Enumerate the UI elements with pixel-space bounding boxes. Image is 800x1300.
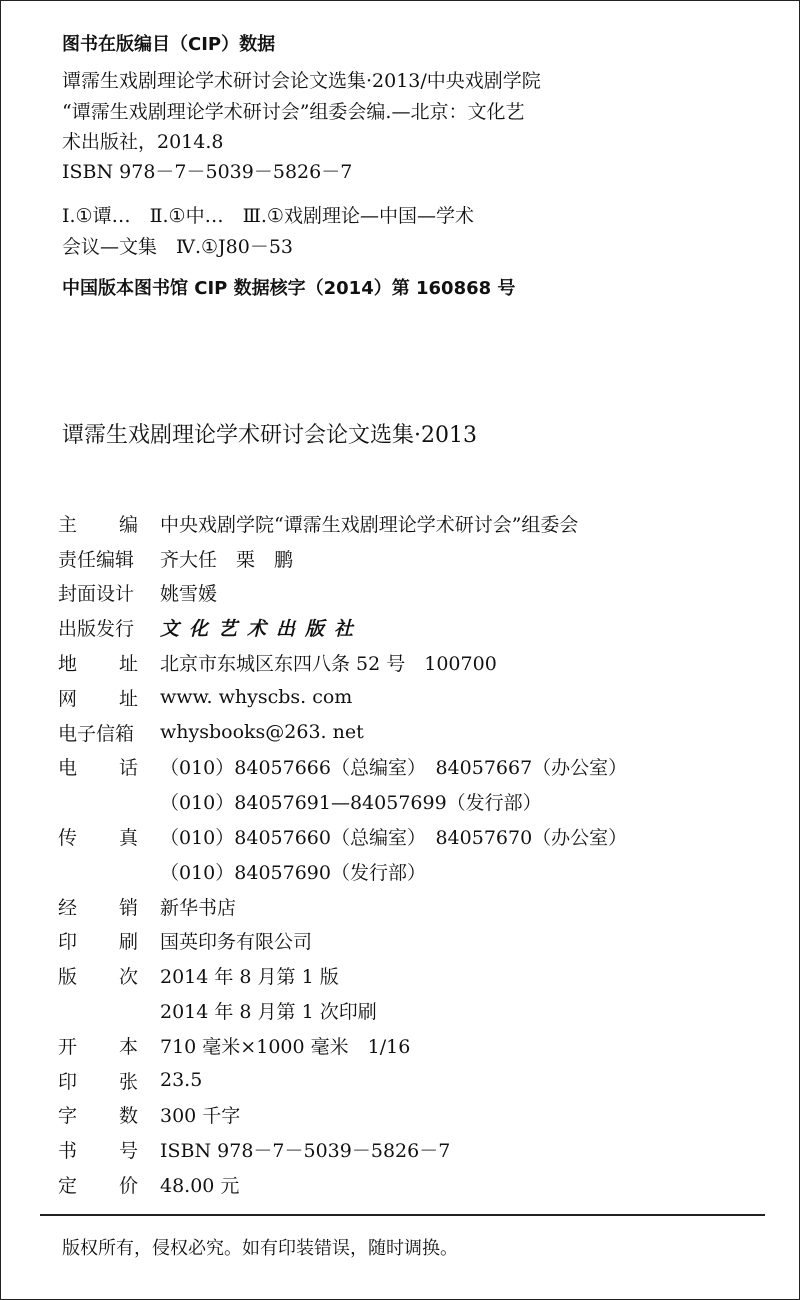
info-label-text: 责任编辑	[58, 548, 135, 571]
info-label-text: 主	[58, 513, 78, 536]
info-label-text: 张	[118, 1070, 138, 1093]
info-value: 齐大任 栗 鹏	[160, 548, 294, 571]
info-label	[58, 579, 138, 606]
info-label-text: 网	[58, 687, 78, 710]
info-row	[58, 1028, 758, 1063]
info-label-text: 编	[118, 513, 138, 536]
info-label	[58, 1032, 138, 1059]
info-value: 国英印务有限公司	[160, 931, 313, 954]
cip-line: 谭霈生戏剧理论学术研讨会论文选集·2013/中央戏剧学院	[62, 70, 541, 92]
info-row	[58, 680, 758, 715]
info-label	[58, 649, 138, 676]
info-value: 新华书店	[160, 896, 237, 919]
info-row	[58, 1167, 758, 1202]
info-row	[58, 1098, 758, 1133]
info-row	[58, 819, 758, 854]
info-value: 300 千字	[160, 1105, 241, 1128]
info-label-text: 电子信箱	[58, 722, 135, 745]
info-value: 23.5	[160, 1069, 203, 1092]
info-value: 2014 年 8 月第 1 版	[160, 966, 339, 989]
info-row	[58, 506, 758, 541]
info-value: 北京市东城区东四八条 52 号 100700	[160, 653, 497, 676]
info-value: 文化艺术出版社	[160, 618, 364, 641]
copyright-notice: 版权所有，侵权必究。如有印装错误，随时调换。	[62, 1238, 458, 1259]
info-row	[58, 1132, 758, 1167]
info-value: 710 毫米×1000 毫米 1/16	[160, 1035, 411, 1058]
info-row	[58, 541, 758, 576]
info-label-text: 传	[58, 827, 78, 850]
info-value: （010）84057691—84057699（发行部）	[160, 792, 542, 815]
info-label-text: 经	[58, 896, 78, 919]
info-label-text: 印	[58, 1070, 78, 1093]
info-label	[58, 823, 138, 850]
info-label	[58, 753, 138, 780]
info-label-text: 版	[58, 966, 78, 989]
info-value: www. whyscbs. com	[160, 686, 353, 709]
info-row	[58, 750, 758, 785]
cip-line: 术出版社，2014.8	[62, 131, 224, 153]
info-row	[58, 715, 758, 750]
cip-classification: Ⅰ.①谭… Ⅱ.①中… Ⅲ.①戏剧理论—中国—学术	[62, 205, 474, 227]
cip-classification: 会议—文集 Ⅳ.①J80－53	[62, 236, 294, 258]
info-label	[58, 927, 138, 954]
info-label-text: 书	[58, 1140, 78, 1163]
info-row	[58, 924, 758, 959]
info-label-text: 址	[118, 653, 138, 676]
cip-record-number: 中国版本图书馆 CIP 数据核字（2014）第 160868 号	[62, 278, 516, 299]
info-label	[58, 719, 138, 746]
publication-info	[58, 506, 758, 1202]
info-label	[58, 684, 138, 711]
divider	[40, 1214, 765, 1216]
info-label-text: 刷	[118, 931, 138, 954]
info-label	[58, 614, 138, 641]
info-label-text: 地	[58, 653, 78, 676]
info-row	[58, 889, 758, 924]
info-label-text: 定	[58, 1175, 78, 1198]
info-label	[58, 1136, 138, 1163]
info-value: ISBN 978－7－5039－5826－7	[160, 1140, 451, 1163]
info-label-text: 号	[118, 1140, 138, 1163]
info-label	[58, 510, 138, 537]
info-label-text: 真	[118, 827, 138, 850]
info-value: whysbooks@263. net	[160, 721, 364, 744]
info-row	[58, 993, 758, 1028]
info-row	[58, 784, 758, 819]
book-title: 谭霈生戏剧理论学术研讨会论文选集·2013	[62, 423, 477, 448]
info-row	[58, 576, 758, 611]
cip-isbn: ISBN 978－7－5039－5826－7	[62, 161, 353, 183]
info-value: （010）84057666（总编室） 84057667（办公室）	[160, 757, 628, 780]
info-label-text: 销	[118, 896, 138, 919]
info-label-text: 电	[58, 757, 78, 780]
info-label-text: 封面设计	[58, 583, 135, 606]
info-row	[58, 1063, 758, 1098]
cip-line: “谭霈生戏剧理论学术研讨会”组委会编.—北京：文化艺	[62, 101, 525, 123]
info-label-text: 印	[58, 931, 78, 954]
info-label-text: 出版发行	[58, 618, 135, 641]
info-label-text: 字	[58, 1105, 78, 1128]
info-label	[58, 1171, 138, 1198]
info-label-text: 址	[118, 687, 138, 710]
info-value: 中央戏剧学院“谭霈生戏剧理论学术研讨会”组委会	[160, 513, 579, 536]
info-label-text: 本	[118, 1035, 138, 1058]
info-row	[58, 645, 758, 680]
info-row	[58, 854, 758, 889]
info-label	[58, 545, 138, 572]
info-label-text: 次	[118, 966, 138, 989]
info-label-text: 话	[118, 757, 138, 780]
info-label	[58, 1067, 138, 1094]
info-label	[58, 962, 138, 989]
info-label	[58, 1101, 138, 1128]
info-label-text: 数	[118, 1105, 138, 1128]
cip-heading: 图书在版编目（CIP）数据	[62, 34, 276, 55]
info-value: （010）84057690（发行部）	[160, 861, 426, 884]
info-value: 姚雪媛	[160, 583, 218, 606]
info-row	[58, 958, 758, 993]
info-value: 2014 年 8 月第 1 次印刷	[160, 1001, 377, 1024]
info-value: 48.00 元	[160, 1175, 240, 1198]
info-row	[58, 610, 758, 645]
info-label-text: 价	[118, 1175, 138, 1198]
info-label-text: 开	[58, 1035, 78, 1058]
info-label	[58, 893, 138, 920]
info-value: （010）84057660（总编室） 84057670（办公室）	[160, 827, 628, 850]
